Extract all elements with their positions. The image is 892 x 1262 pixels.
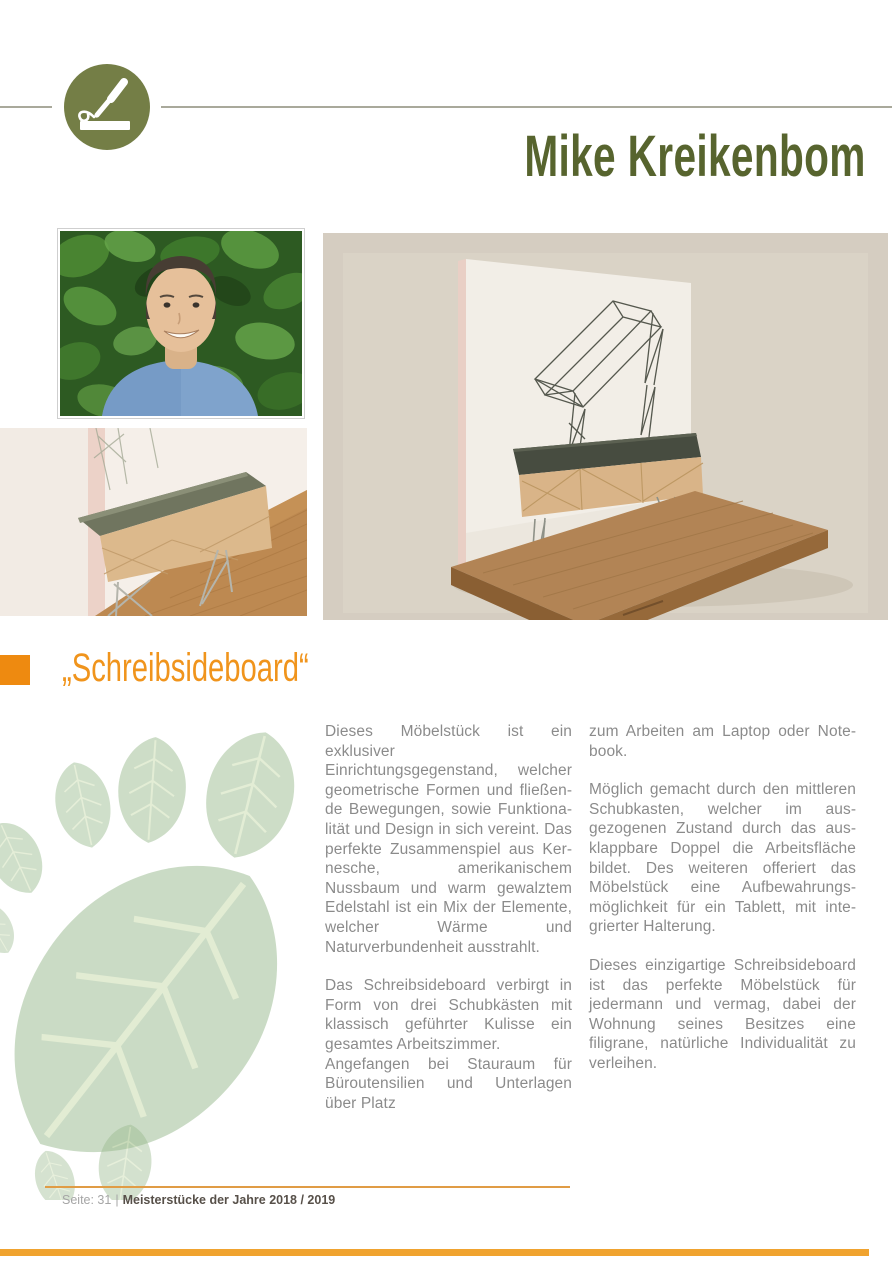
section-accent-square: [0, 655, 30, 685]
product-photo-angle-image: [0, 428, 307, 616]
product-photo-angle: [0, 428, 307, 616]
chisel-icon: [64, 64, 150, 150]
article-column-2: [589, 722, 856, 1093]
paragraph: zum Arbeiten am Laptop oder Notebook.: [589, 723, 856, 760]
leaf-footprint-graphic: [0, 710, 320, 1200]
portrait-photo: [57, 228, 305, 419]
product-photo-main: [323, 233, 888, 620]
paragraph: Dieses einzigartige Schreibsideboard ist das perfekte Möbelstück für jedermann und vermag, dabei der Wohnung seines Besitzes eine filigrane, natürliche Individualität zu verleihen.: [589, 956, 856, 1072]
product-photo-main-image: [323, 233, 888, 620]
chisel-icon-glyph: [64, 64, 150, 150]
footer: [62, 1193, 335, 1207]
header-rule-left: [0, 106, 52, 108]
paragraph: Möglich gemacht durch den mittleren Schubkasten, welcher im ausgezogenen Zustand durch das ausklappbare Doppel die Arbeitsfläche bildet. Des weiteren offeriert das Möbelstück eine Aufbewahrungsmöglichkeit für ein Tablett, mit integrierter Halterung.: [589, 781, 856, 936]
board-edge: [458, 259, 466, 584]
header-rule-right: [161, 106, 892, 108]
paragraph: Angefangen bei Stauraum für Büroutensilien und Unterlagen über Platz: [325, 1055, 572, 1112]
page-title: Mike Kreikenbom: [524, 124, 866, 189]
paragraph: Dieses Möbelstück ist ein exklusiver Einrichtungsgegenstand, welcher geometrische Formen und fließende Bewegungen, sowie Funktionalität und Design in sich vereint. Das perfekte Zusammenspiel aus Kernesche, amerikanischem Nussbaum und warm gewalztem Edelstahl ist ein Mix der Elemente, welcher Wärme und Naturverbundenheit ausstrahlt.: [325, 723, 572, 956]
section-heading: „Schreibsideboard“: [62, 646, 309, 690]
portrait-photo-image: [60, 231, 302, 416]
bottom-accent-bar: [0, 1249, 869, 1256]
footer-publication-title: Meisterstücke der Jahre 2018 / 2019: [122, 1193, 336, 1207]
footer-separator: |: [115, 1193, 119, 1207]
footer-page-number: Seite: 31: [62, 1193, 112, 1207]
paragraph: Das Schreibsideboard verbirgt in Form von drei Schubkästen mit klassisch geführter Kulisse ein gesamtes Arbeitszimmer.: [325, 977, 572, 1053]
footer-rule: [45, 1186, 570, 1188]
article-column-1: [325, 722, 572, 1132]
